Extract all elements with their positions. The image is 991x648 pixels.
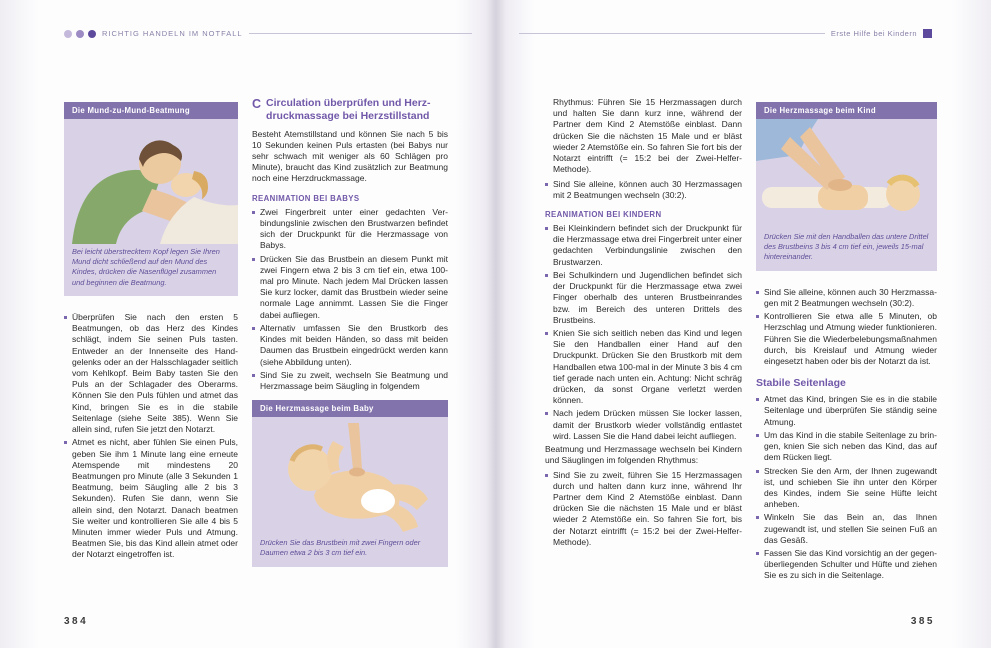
figure-heart-massage-baby bbox=[252, 400, 448, 566]
book-spine bbox=[486, 0, 506, 648]
subhead-reanimation-kindern: REANIMATION BEI KINDERN bbox=[545, 209, 662, 219]
illustration-mouth-to-mouth-icon bbox=[64, 119, 238, 244]
bullet-item: Kontrollieren Sie etwa alle 5 Minuten, ob Herzschlag und Atmung wieder funktionieren. Führen Sie die Wiederbelebungsmaßnahmen durch, bis Kreislauf und Atmung wieder eingesetzt haben oder bis der Notarzt da ist. bbox=[756, 311, 937, 367]
bullet-list bbox=[756, 394, 937, 582]
bullet-item: Sind Sie zu zweit, führen Sie 15 Herzmassagen durch und halten dann kurz inne, während Ihr Partner dem Kind 2 Atemstöße einblast. Dann drücken Sie die nächsten 15 Male und er bläst wieder 2 Atemstöße ein. So fahren Sie fort, bis der Notarzt eintrifft (= 15:2 bei der Zwei-Helfer-Methode). bbox=[545, 470, 742, 549]
bullet-item: Bei Schulkindern und Jugendlichen befindet sich der Druckpunkt für die Herzmassage etwa zwei Finger oberhalb des unteren Brustbeinrandes bzw. im Bereich des unteren Drittels des Brustbeins. bbox=[545, 270, 742, 326]
bullet-item: Sind Sie zu zweit, wechseln Sie Beatmung und Herzmassage beim Säugling in folgendem bbox=[252, 370, 448, 392]
chapter-square-icon bbox=[923, 29, 932, 38]
heading-letter: C bbox=[252, 97, 262, 111]
bullet-item: Atmet das Kind, bringen Sie es in die stabile Seitenlage und überprüfen Sie ständig seine Atmung. bbox=[756, 394, 937, 428]
bullet-item: Knien Sie sich seitlich neben das Kind und legen Sie den Handballen einer Hand auf den Druckpunkt. Drücken Sie den Brustkorb mit dem Handballen etwa 100-mal in der Minute 3 bis 4 cm tief gerade nach unten ein. Achtung: Nicht schräg drücken, da sonst Organe verletzt werden können. bbox=[545, 328, 742, 407]
bullet-item: Bei Kleinkindern befindet sich der Druckpunkt für die Herzmassage etwa drei Fingerbreit unter einer gedachten Verbindungslinie zwischen den Brustwarzen. bbox=[545, 223, 742, 268]
figure-mouth-to-mouth bbox=[64, 102, 238, 296]
column-3 bbox=[545, 97, 742, 550]
intro-paragraph: Besteht Atemstillstand und können Sie nach 5 bis 10 Sekunden keinen Puls ertasten (bei Babys nur sehr schwach mit weniger als 60 Schlägen pro Minute), braucht das Kind zusätzlich zur Beatmung noch eine Herzdruckmassage. bbox=[252, 128, 448, 184]
bullet-item: Nach jedem Drücken müssen Sie locker lassen, damit der Brustkorb wieder vollständig entlastet wird. Lassen Sie die Hand dabei leicht aufliegen. bbox=[545, 408, 742, 442]
bullet-item: Überprüfen Sie nach den ersten 5 Beatmungen, ob das Herz des Kindes schlägt, indem Sie seinen Puls tasten. Entweder an der Innenseite des Handgelenks oder an der Halsschlagader seitlich vom Kehlkopf. Beim Baby tasten Sie den Puls an der Schlagader des Oberarms. Können Sie den Puls fühlen und atmet das Kind, bringen Sie es in die stabile Seitenlage (siehe Seite 385). Wenn Sie allein sind, rufen Sie jetzt den Notarzt. bbox=[64, 312, 238, 435]
bullet-item: Um das Kind in die stabile Seitenlage zu bringen, knien Sie sich neben das Kind, das auf dem Rücken liegt. bbox=[756, 430, 937, 464]
figure-title: Die Herzmassage beim Baby bbox=[252, 400, 448, 417]
bullet-list bbox=[756, 287, 937, 368]
continuation-paragraph: Rhythmus: Führen Sie 15 Herzmassagen durch und halten Sie dann kurz inne, während der Partner dem Kind 2 Atemstöße einblast. Dann drücken Sie die nächsten 15 Male und er bläst wieder 2 Atemstöße ein. So fahren Sie fort bis der Notarzt eintrifft (= 15:2 bei der Zwei-Helfer-Methode). bbox=[553, 97, 742, 175]
figure-caption: Drücken Sie mit den Handballen das untere Drittel des Brustbeins 3 bis 4 cm tief ein, jeweils 15-mal hintereinander. bbox=[764, 232, 929, 262]
bullet-item: Winkeln Sie das Bein an, das Ihnen zugewandt ist, und stellen Sie seinen Fuß an das Gesäß. bbox=[756, 512, 937, 546]
bullet-item: Zwei Fingerbreit unter einer gedachten Verbindungslinie zwischen den Brustwarzen befindet sich der Druckpunkt für die Herzmassage von Babys. bbox=[252, 207, 448, 252]
bullet-item: Fassen Sie das Kind vorsichtig an der gegenüberliegenden Schulter und Hüfte und ziehen Sie es zu sich in die Seitenlage. bbox=[756, 548, 937, 582]
figure-caption: Bei leicht überstrecktem Kopf legen Sie Ihren Mund dicht schließend auf den Mund des Kindes, drücken die Nasenflügel zusammen und beginnen die Beatmung. bbox=[72, 247, 220, 287]
running-head-right bbox=[519, 29, 932, 38]
bullet-item: Strecken Sie den Arm, der Ihnen zugewandt ist, und schieben Sie ihn unter den Körper des Kindes, indem Sie seine Hüfte leicht anheben. bbox=[756, 466, 937, 511]
page-number-right: 385 bbox=[910, 616, 935, 627]
header-rule bbox=[519, 33, 825, 34]
illustration-heart-massage-baby-icon bbox=[252, 417, 448, 535]
figure-title: Die Herzmassage beim Kind bbox=[756, 102, 937, 119]
header-rule bbox=[249, 33, 472, 34]
figure-title: Die Mund-zu-Mund-Beatmung bbox=[64, 102, 238, 119]
illustration-heart-massage-child-icon bbox=[756, 119, 937, 229]
section-heading-seitenlage: Stabile Seitenlage bbox=[756, 377, 846, 390]
bullet-item: Atmet es nicht, aber fühlen Sie einen Puls, geben Sie ihm 1 Minute lang eine erneute Atemspende mit mindestens 20 Beatmungen pro Minute (alle 3 Sekunden 1 Beatmung, beim Säugling alle 2 bis 3 Sekunden). Rufen Sie dann, wenn Sie allein sind, den Notarzt. Danach beatmen Sie weiter und kontrollieren Sie alle 4 bis 5 Minuten immer wieder Puls und Atmung. Beatmen Sie, bis das Kind allein atmet oder der Notarzt eingetroffen ist. bbox=[64, 437, 238, 560]
subhead-reanimation-babys: REANIMATION BEI BABYS bbox=[252, 193, 360, 203]
heading-text: Circulation überprüfen und Herzdruckmassage bei Herzstillstand bbox=[266, 97, 431, 122]
bullet-item: Alternativ umfassen Sie den Brustkorb des Kindes mit beiden Händen, so dass mit beiden Daumen das Brustbein eingedrückt werden kann (siehe Abbildung unten). bbox=[252, 323, 448, 368]
bullet-list bbox=[545, 223, 742, 442]
running-head-left bbox=[64, 29, 472, 38]
page-number-left: 384 bbox=[64, 616, 89, 627]
bullet-item: Sind Sie alleine, können auch 30 Herzmassagen mit 2 Beatmungen wechseln (30:2). bbox=[545, 179, 742, 201]
column-1 bbox=[64, 102, 238, 563]
bullet-item: Sind Sie alleine, können auch 30 Herzmassagen mit 2 Beatmungen wechseln (30:2). bbox=[756, 287, 937, 309]
chapter-title-right: Erste Hilfe bei Kindern bbox=[830, 29, 917, 38]
bullet-list bbox=[252, 207, 448, 393]
transition-paragraph: Beatmung und Herzmassage wechseln bei Kindern und Säuglingen im folgenden Rhythmus: bbox=[545, 444, 742, 466]
figure-heart-massage-child bbox=[756, 102, 937, 271]
section-heading-circulation bbox=[252, 97, 448, 123]
bullet-list bbox=[545, 179, 742, 201]
column-4 bbox=[756, 102, 937, 584]
bullet-list bbox=[64, 312, 238, 561]
figure-caption: Drücken Sie das Brustbein mit zwei Fingern oder Daumen etwa 2 bis 3 cm tief ein. bbox=[260, 538, 421, 558]
chapter-title-left: RICHTIG HANDELN IM NOTFALL bbox=[102, 29, 243, 38]
bullet-item: Drücken Sie das Brustbein an diesem Punkt mit zwei Fingern etwa 2 bis 3 cm tief ein, etwa 100-mal pro Minute. Nach jedem Mal Drücken lassen Sie kurz locker, damit das Brustbein wieder seine normale Lage annimmt. Lassen Sie die Finger dabei aufliegen. bbox=[252, 254, 448, 321]
bullet-list bbox=[545, 470, 742, 549]
column-2 bbox=[252, 97, 448, 567]
chapter-dots-icon bbox=[64, 30, 96, 38]
